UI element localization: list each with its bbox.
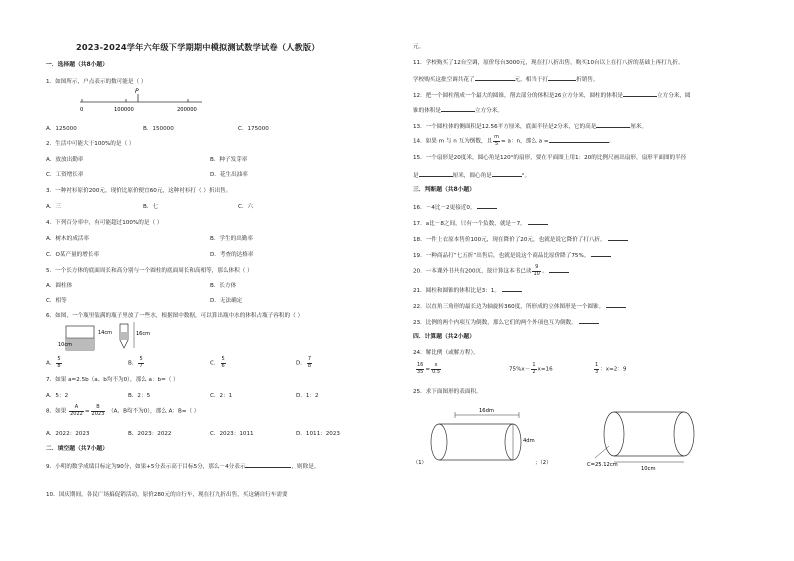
q14-blank[interactable] xyxy=(549,137,609,143)
q7-stem: 7．如果 a=2.5b（a、b均不为0），那么 a：b=（ ） xyxy=(46,377,179,383)
q6-option-b-label: B． xyxy=(128,360,138,367)
q12-text-c: 锥的体积是 xyxy=(413,108,441,114)
q24-e1-l-numerator: 16 xyxy=(417,362,424,368)
q4-stem: 4．下列百分率中，有可能超过100%的是（ ） xyxy=(46,220,163,226)
q3-option-a[interactable]: A．三 xyxy=(46,204,62,210)
q5-option-d[interactable]: D．无法确定 xyxy=(210,298,243,304)
q6-bottle-figure xyxy=(58,320,158,352)
q20-line xyxy=(413,265,569,278)
q16-blank[interactable] xyxy=(477,203,497,209)
q1-axis-200000: 200000 xyxy=(177,107,197,113)
q14-text-a: 14．如果 m 与 n 互为倒数，且 xyxy=(413,138,493,145)
q6-option-a[interactable] xyxy=(46,357,63,369)
q1-option-b[interactable]: B．150000 xyxy=(143,126,174,132)
q6-stem: 6．如图，一个瓶里装满的瓶子里放了一些水，根据图中数据，可以算出瓶中水的体积占瓶子容积的（ ） xyxy=(46,313,304,319)
q4-option-c[interactable]: C．O某产量的增长率 xyxy=(46,252,100,258)
q24-e2-numerator: 1 xyxy=(532,362,536,368)
q1-option-a[interactable]: A．125000 xyxy=(46,126,77,132)
q18-blank[interactable] xyxy=(608,235,628,241)
q25-cylinder-1 xyxy=(413,408,551,466)
q2-option-d[interactable]: D．花生出油率 xyxy=(210,172,248,178)
q8-option-d[interactable]: D．1011：2023 xyxy=(296,431,340,437)
q8-fraction-a xyxy=(69,405,84,417)
q1-option-c[interactable]: C．175000 xyxy=(238,126,269,132)
q2-option-b[interactable]: B．种子发芽率 xyxy=(210,157,248,163)
q20-text-a: 20．一本课外书共有200页，按计算这本书已读 xyxy=(413,268,532,275)
q11-blank-total[interactable] xyxy=(475,75,515,81)
q15-line2 xyxy=(413,171,530,180)
q24-e2-fraction xyxy=(531,363,536,375)
section-fill: 二．填空题（共7小题） xyxy=(46,446,109,452)
q23-text: 23．比例的两个内项互为倒数，那么它们的两个外项也互为倒数。 xyxy=(413,320,577,326)
q10-line1: 10．国庆期间，各民广场搞促销活动，原价280元的自行车，现在打九折出售，买这辆自行车需要 xyxy=(46,492,288,498)
q14-text-c: 。 xyxy=(608,138,615,145)
q5-option-c[interactable]: C．相等 xyxy=(46,298,67,304)
q5-option-b[interactable]: B．长方体 xyxy=(210,283,237,289)
q17-text: 17．a比－8之间，只有一个负数，就是－7。 xyxy=(413,221,526,227)
q1-number-line xyxy=(78,88,208,114)
q10-line2: 元。 xyxy=(413,44,425,50)
q17-line xyxy=(413,219,548,228)
q11-text-a: 学校购买这批空调共花了 xyxy=(413,77,475,83)
q24-e1-fraction-right xyxy=(431,363,441,375)
q12-line2 xyxy=(413,106,503,115)
q5-option-a[interactable]: A．圆柱体 xyxy=(46,283,73,289)
q24-equation-2 xyxy=(509,363,553,376)
q11-blank-discount[interactable] xyxy=(548,75,576,81)
q7-option-c[interactable]: C．2：1 xyxy=(210,393,233,399)
q2-option-c[interactable]: C．工资增长率 xyxy=(46,172,84,178)
q2-option-a[interactable]: A．放放出勤率 xyxy=(46,157,84,163)
section-calc: 四．计算题（共2小题） xyxy=(413,334,476,340)
q24-e2-prefix: 75%x－ xyxy=(509,366,531,373)
q13-line xyxy=(413,122,647,131)
q16-line xyxy=(413,203,497,212)
q2-stem: 2．生活中可能大于100%的是（ ） xyxy=(46,141,135,147)
q21-line xyxy=(413,286,522,295)
q11-line1: 11．学校购买了12台空调，原价每台3000元，现在打八折出售，购买10台以上在打八折的基础上再打九折。 xyxy=(413,60,684,66)
q24-e3-denominator: 3 xyxy=(595,368,599,375)
q8-option-b[interactable]: B．2023：2022 xyxy=(128,431,172,437)
q4-option-a[interactable]: A．树木的成活率 xyxy=(46,236,89,242)
q8-stem-suffix: （A、B均不为0），那么 A：B=（ ） xyxy=(108,408,200,415)
q24-e3-suffix: ：x=2：9 xyxy=(600,366,627,373)
q6-option-b-fraction xyxy=(138,357,143,369)
q6-option-a-fraction xyxy=(56,357,61,369)
q24-e3-fraction xyxy=(594,363,599,375)
q12-text-b: 立方分米，圆 xyxy=(657,93,691,99)
q11-text-b: 元，相当于打 xyxy=(514,77,549,83)
q14-denominator: 5 xyxy=(495,140,499,147)
q25-fig2-length: 10cm xyxy=(641,466,656,472)
q8-stem: 8．如果 $\frac{A}{2022}$ = $\frac{B}{2023}$ （A、B均不为0），那么 A：B=（ ） xyxy=(46,404,200,417)
q15-line1: 15．一个扇形是20度米，圆心角是120°的扇形，要在平面图上用1：20的比例尺画出扇形，扇形平面图的半径 xyxy=(413,155,687,161)
q6-c-numerator: 5 xyxy=(221,356,225,362)
q6-b-numerator: 5 xyxy=(139,356,143,362)
q12-blank-cone[interactable] xyxy=(441,106,475,112)
q6-dim-14cm: 14cm xyxy=(98,330,112,336)
page-title: 2023-2024学年六年级下学期期中模拟测试数学试卷（人教版） xyxy=(76,42,320,52)
q6-option-d[interactable] xyxy=(296,357,313,369)
q12-text-d: 立方分米。 xyxy=(474,108,503,114)
q23-blank[interactable] xyxy=(579,318,599,324)
q12-text-a: 12．把一个圆柱削成一个最大的圆锥，削去部分的体积是26立方分米，圆柱的体积是 xyxy=(413,93,624,99)
q25-fig2-circumference: C=25.12cm xyxy=(587,462,618,468)
q7-option-d[interactable]: D．1：2 xyxy=(296,393,319,399)
section-choice: 一．选择题（共8小题） xyxy=(46,62,109,68)
q3-stem: 3．一种衬衫原价200元，现价比原价便宜60元，这种衬衫打（ ）折出售。 xyxy=(46,188,232,194)
q9-answer-blank[interactable] xyxy=(245,462,291,468)
q16-text: 16．－4比－2更接近0。 xyxy=(413,205,476,211)
q11-text-c: 折销售。 xyxy=(576,77,599,83)
q25-cylinder-2 xyxy=(587,412,694,472)
q4-option-b[interactable]: B．学生的出勤率 xyxy=(210,236,253,242)
q6-option-a-label: A． xyxy=(46,360,56,367)
q6-option-c-fraction xyxy=(221,357,226,369)
q14-line xyxy=(413,135,614,148)
q24-equation-1: $\frac{16}{35}$ = $\frac{x}{0.5}$ xyxy=(417,362,441,375)
q8-fa-denominator: 2022 xyxy=(70,410,83,417)
q8-fb-numerator: B xyxy=(91,405,106,412)
q20-blank[interactable] xyxy=(549,267,569,273)
q6-d-numerator: 7 xyxy=(307,356,312,362)
q21-blank[interactable] xyxy=(502,286,522,292)
q24-e1-r-numerator: x xyxy=(431,363,441,370)
q1-axis-100000: 100000 xyxy=(114,107,134,113)
q6-d-denominator: 8 xyxy=(307,362,312,369)
q6-a-denominator: 8 xyxy=(57,362,61,369)
q20-fraction xyxy=(532,265,540,277)
q24-stem: 24．解比例（或解方程）。 xyxy=(413,350,479,356)
q6-c-denominator: 6 xyxy=(221,362,225,369)
q19-text: 19．一种商品打“七五折”出售后，也就是说这个商品比原价降了75%。 xyxy=(413,253,590,259)
q8-fa-numerator: A xyxy=(69,405,84,412)
q24-e2-suffix: x=16 xyxy=(537,366,553,373)
q7-option-a[interactable]: A．5：2 xyxy=(46,393,69,399)
q11-line2 xyxy=(413,75,599,84)
q8-fraction-b xyxy=(91,405,106,417)
q6-option-c[interactable] xyxy=(210,357,227,369)
q18-line xyxy=(413,235,628,244)
q6-dim-10cm: 10cm xyxy=(58,342,72,348)
q25-separator: ；（2） xyxy=(535,460,552,466)
q20-text-b: 。 xyxy=(541,268,548,275)
q22-text: 22．以直角三角形的最长边为轴旋转360度，所形成的立体图形是一个圆锥。 xyxy=(413,304,605,310)
q15-text-b: 厘米，圆心角是 xyxy=(452,173,492,179)
q6-a-numerator: 5 xyxy=(57,356,61,362)
q24-e3-numerator: 1 xyxy=(595,362,599,368)
q4-option-d[interactable]: D．考查的达格率 xyxy=(210,252,254,258)
q15-text-a: 是 xyxy=(413,173,419,179)
q20-denominator: 10 xyxy=(533,270,540,277)
q13-text: 13．一个圆柱体的侧面积是12.56平方厘米，底面半径是2分米，它的高是 xyxy=(413,124,597,130)
q6-b-denominator: 7 xyxy=(139,362,143,369)
q3-option-b[interactable]: B．七 xyxy=(143,204,159,210)
q13-text-end: 厘米。 xyxy=(630,124,648,130)
q18-text: 18．一件上衣原本售价100元，现在降价了20元，也就是说它降价了打八折。 xyxy=(413,237,606,243)
q8-option-a[interactable]: A．2022：2023 xyxy=(46,431,90,437)
q1-axis-0: 0 xyxy=(80,107,84,113)
q5-stem: 5．一个长方体的底面周长和高分别与一个圆柱的底面周长和高相等，那么体积（ ） xyxy=(46,268,253,274)
q8-option-c[interactable]: C．2023：1011 xyxy=(210,431,254,437)
q6-option-d-fraction xyxy=(307,357,312,369)
q9-text: 9．小明的数学成绩目标定为90分，如果+5分表示高于目标5分，那么－4分表示 xyxy=(46,464,246,470)
q19-blank[interactable] xyxy=(591,251,611,257)
q25-stem: 25．求下面图形的表面积。 xyxy=(413,389,482,395)
q7-option-b[interactable]: B．2：5 xyxy=(128,393,151,399)
q25-fig1-label: （1） xyxy=(413,460,427,466)
q14-text-b: = a：n，那么 a = xyxy=(501,138,549,145)
q8-stem-prefix: 8．如果 xyxy=(46,408,67,415)
q22-blank[interactable] xyxy=(606,302,626,308)
q17-blank[interactable] xyxy=(528,219,548,225)
q15-blank-angle[interactable] xyxy=(492,171,522,177)
q24-equation-3 xyxy=(593,363,627,376)
q24-e1-r-denominator: 0.5 xyxy=(432,368,441,375)
q1-p-label: P xyxy=(135,88,139,95)
q25-fig1-diameter: 4dm xyxy=(523,438,535,444)
section-judge: 三．判断题（共8小题） xyxy=(413,187,476,193)
q15-blank-radius[interactable] xyxy=(419,171,453,177)
q24-e2-denominator: 2 xyxy=(532,368,536,375)
q19-line xyxy=(413,251,611,260)
q14-numerator: m xyxy=(494,134,500,140)
q12-line1 xyxy=(413,91,691,100)
q8-fb-denominator: 2023 xyxy=(91,410,105,417)
q6-option-c-label: C． xyxy=(210,360,220,367)
q1-stem: 1．如图所示，户点表示的数可能是（ ） xyxy=(46,79,147,85)
q9-text-end: ，则除是。 xyxy=(291,464,320,470)
q25-figures xyxy=(409,402,769,474)
q12-blank-cylinder[interactable] xyxy=(623,91,657,97)
q22-line xyxy=(413,302,626,311)
q6-dim-16cm: 16cm xyxy=(136,331,150,337)
q21-text: 21．圆柱和圆锥的体积比是3：1。 xyxy=(413,288,500,294)
q15-text-c: °。 xyxy=(521,173,531,179)
q9-line xyxy=(46,462,319,471)
q25-fig1-length: 16dm xyxy=(479,408,494,414)
q14-fraction xyxy=(493,135,500,147)
q24-e1-fraction-left xyxy=(416,363,424,375)
q6-option-d-label: D． xyxy=(296,360,306,367)
q23-line xyxy=(413,318,599,327)
right-column xyxy=(397,0,794,561)
q3-option-c[interactable]: C．六 xyxy=(238,204,254,210)
q6-option-b[interactable] xyxy=(128,357,145,369)
q13-blank[interactable] xyxy=(596,122,630,128)
q24-e1-l-denominator: 35 xyxy=(417,368,424,375)
q20-numerator: 9 xyxy=(532,265,540,272)
